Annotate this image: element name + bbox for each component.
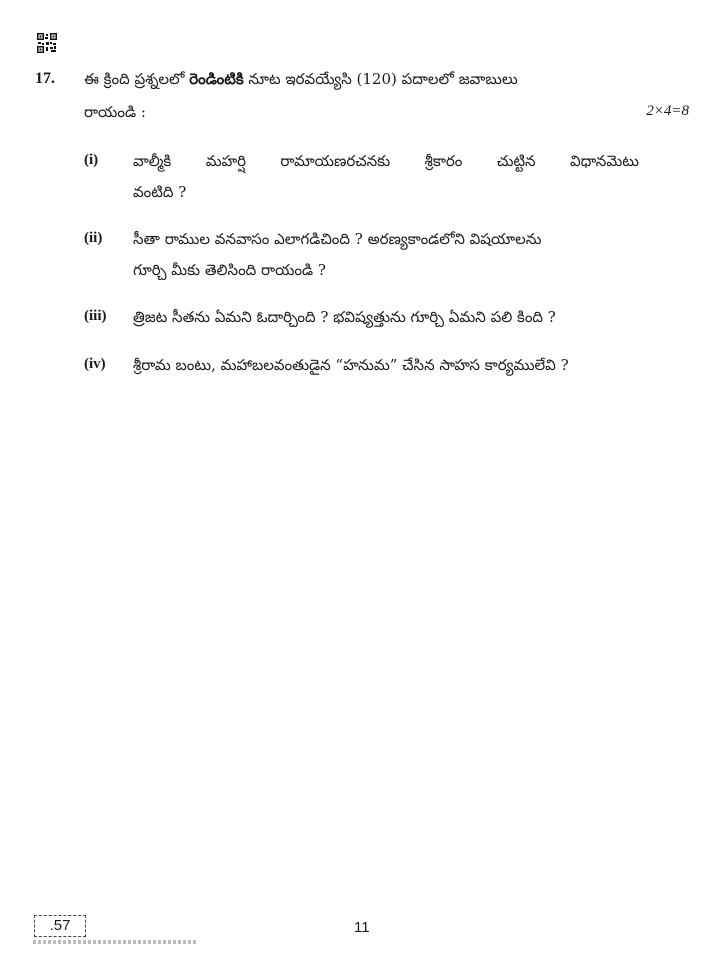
question-instruction-line2: రాయండి : (84, 103, 146, 121)
subquestion-label: (i) (84, 152, 99, 168)
word: చుట్టిన (496, 152, 536, 170)
paper-code-box: .57 (34, 915, 86, 937)
marks-allocation: 2×4=8 (646, 103, 689, 119)
subquestion-label: (ii) (84, 230, 103, 246)
subquestion-2-line2: గూర్చి మీకు తెలిసింది రాయండి ? (133, 261, 326, 279)
subquestion-2-line1: సీతా రాముల వనవాసం ఎలాగడిచింది ? అరణ్యకాండలోని విషయాలను (133, 230, 542, 248)
word: శ్రీకారం (424, 152, 463, 170)
subquestion-1-line1 (133, 152, 639, 174)
page-number: 11 (354, 919, 370, 936)
word: వాల్మీకి (133, 152, 172, 170)
subquestion-3-line1: త్రిజట సీతను ఏమని ఓదార్చింది ? భవిష్యత్తును గూర్చి ఏమని పలి కింది ? (133, 308, 556, 326)
word: రామాయణరచనకు (280, 152, 391, 170)
instruction-bold: రెండింటికి (189, 70, 244, 88)
qr-code-icon (37, 33, 57, 53)
word: విధానమెటు (570, 152, 639, 170)
instruction-pre: ఈ క్రింది ప్రశ్నలలో (84, 70, 190, 88)
subquestion-label: (iii) (84, 308, 107, 324)
question-number: 17. (35, 70, 55, 87)
instruction-post: నూట ఇరవయ్యేసి (120) పదాలలో జవాబులు (243, 70, 518, 88)
subquestion-4-line1: శ్రీరామ బంటు, మహాబలవంతుడైన “హనుమ” చేసిన సాహస కార్యములేవి ? (133, 356, 569, 374)
footer-fine-print (33, 940, 198, 944)
subquestion-label: (iv) (84, 356, 106, 372)
word: మహర్షి (205, 152, 246, 170)
subquestion-1-line2: వంటిది ? (133, 183, 187, 201)
question-instruction-line1 (84, 70, 518, 92)
